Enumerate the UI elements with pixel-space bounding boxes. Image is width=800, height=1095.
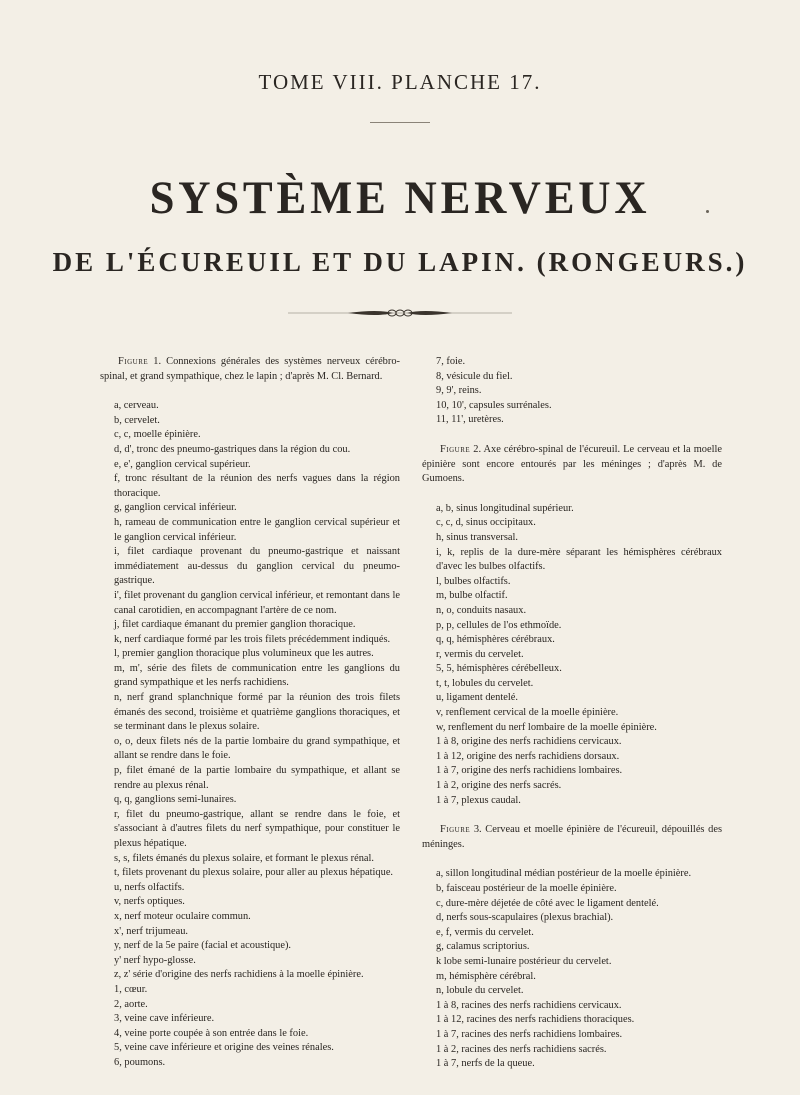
legend-item: 1 à 7, plexus caudal. xyxy=(436,794,521,806)
legend-item: p, filet émané de la partie lombaire du sympathique, et allant se rendre au plexus rénal. xyxy=(114,765,400,791)
legend-item: u, ligament dentelé. xyxy=(436,692,518,704)
legend-item: t, filets provenant du plexus solaire, pour aller au plexus hépatique. xyxy=(114,867,394,879)
legend-item: o, o, deux filets nés de la partie lombaire du grand sympathique, et allant se rendre dans le foie. xyxy=(114,735,400,762)
legend-item: a, sillon longitudinal médian postérieur de la moelle épinière. xyxy=(436,868,692,880)
legend-item: d, d', tronc des pneumo-gastriques dans la région du cou. xyxy=(114,443,351,455)
legend-item: m, m', série des filets de communication entre les ganglions du grand sympathique et les nerfs rachidiens. xyxy=(114,662,400,689)
legend-item: 1 à 7, racines des nerfs rachidiens lombaires. xyxy=(436,1028,623,1040)
figure-text: 1. Connexions générales des systèmes nerveux cérébro-spinal, et grand sympathique, chez le lapin ; d'après M. Cl. Bernard. xyxy=(100,356,400,382)
legend-item: g, calamus scriptorius. xyxy=(436,941,530,953)
legend-item: x, nerf moteur oculaire commun. xyxy=(114,910,251,922)
legend-item: w, renflement du nerf lombaire de la moelle épinière. xyxy=(436,721,657,733)
spacer xyxy=(422,487,722,502)
legend-item: u, nerfs olfactifs. xyxy=(114,881,185,893)
legend-item: b, faisceau postérieur de la moelle épinière. xyxy=(436,883,617,894)
legend-item: 1 à 7, nerfs de la queue. xyxy=(436,1058,535,1070)
legend-item: 10, 10', capsules surrénales. xyxy=(436,399,552,411)
tome-heading: TOME VIII. PLANCHE 17. xyxy=(258,70,542,94)
figure-label: Figure xyxy=(440,443,471,455)
legend-item: n, lobule du cervelet. xyxy=(436,985,524,997)
legend-item: q, q, ganglions semi-lunaires. xyxy=(114,794,237,806)
legend-column-left xyxy=(100,355,400,1071)
legend-item: n, nerf grand splanchnique formé par la réunion des trois filets émanés des second, troisième et quatrième ganglions thoraciques, et se terminant dans le plexus solaire. xyxy=(114,692,400,733)
legend-item: y' nerf hypo-glosse. xyxy=(114,954,196,966)
legend-item: a, b, sinus longitudinal supérieur. xyxy=(436,502,574,514)
figure-label: Figure xyxy=(118,356,149,367)
legend-item: g, ganglion cervical inférieur. xyxy=(114,502,237,514)
legend-item: i', filet provenant du ganglion cervical inférieur, et remontant dans le canal carotidien, en accompagnant l'artère de ce nom. xyxy=(114,589,400,616)
legend-item: m, bulbe olfactif. xyxy=(436,590,508,602)
legend-item: l, premier ganglion thoracique plus volumineux que les autres. xyxy=(114,648,374,660)
page-title: SYSTÈME NERVEUX xyxy=(149,172,651,224)
legend-item: 3, veine cave inférieure. xyxy=(114,1013,215,1025)
legend-item: h, sinus transversal. xyxy=(436,531,518,543)
legend-item: n, o, conduits nasaux. xyxy=(436,604,527,616)
legend-item: c, c, d, sinus occipitaux. xyxy=(436,517,536,529)
legend-item: m, hémisphère cérébral. xyxy=(436,970,536,982)
spacer xyxy=(100,384,400,399)
legend-item: 1 à 7, origine des nerfs rachidiens lombaires. xyxy=(436,765,623,777)
legend-item: k lobe semi-lunaire postérieur du cervelet. xyxy=(436,955,612,967)
legend-item: z, z' série d'origine des nerfs rachidiens à la moelle épinière. xyxy=(114,969,364,981)
legend-item: c, c, moelle épinière. xyxy=(114,429,201,441)
legend-item: 1 à 8, origine des nerfs rachidiens cervicaux. xyxy=(436,736,622,748)
legend-item: s, s, filets émanés du plexus solaire, et formant le plexus rénal. xyxy=(114,852,374,864)
legend-item: f, tronc résultant de la réunion des nerfs vagues dans la région thoracique. xyxy=(114,473,400,499)
legend-item: c, dure-mère déjetée de côté avec le ligament dentelé. xyxy=(436,897,659,909)
paper-speck xyxy=(706,210,709,213)
legend-item: x', nerf trijumeau. xyxy=(114,925,189,937)
figure-caption xyxy=(422,823,722,852)
legend-item: 2, aorte. xyxy=(114,998,148,1010)
legend-item: 11, 11', uretères. xyxy=(436,414,504,426)
legend-item: 5, veine cave inférieure et origine des veines rénales. xyxy=(114,1042,334,1054)
legend-item: l, bulbes olfactifs. xyxy=(436,575,511,587)
legend-item: 1 à 12, origine des nerfs rachidiens dorsaux. xyxy=(436,750,620,762)
legend-item: 6, poumons. xyxy=(114,1056,166,1068)
legend-item: k, nerf cardiaque formé par les trois filets précédemment indiqués. xyxy=(114,633,391,645)
figure-text: 2. Axe cérébro-spinal de l'écureuil. Le cerveau et la moelle épinière sont encore entourés par les méninges ; d'après M. de Gumoens. xyxy=(422,443,722,485)
figure-text: 3. Cerveau et moelle épinière de l'écureuil, dépouillés des méninges. xyxy=(422,824,722,850)
legend-item: p, p, cellules de l'os ethmoïde. xyxy=(436,619,562,631)
legend-item: 1 à 8, racines des nerfs rachidiens cervicaux. xyxy=(436,999,622,1011)
legend-item: i, k, replis de la dure-mère séparant les hémisphères cérébraux d'avec les bulbes olfactifs. xyxy=(436,546,722,573)
legend-item: y, nerf de la 5e paire (facial et acoustique). xyxy=(114,940,292,952)
legend-item: 4, veine porte coupée à son entrée dans le foie. xyxy=(114,1027,309,1039)
legend-item: d, nerfs sous-scapulaires (plexus brachial). xyxy=(436,912,614,924)
legend-item: h, rameau de communication entre le ganglion cervical supérieur et le ganglion cervical inférieur. xyxy=(114,516,400,543)
legend-item: i, filet cardiaque provenant du pneumo-gastrique et naissant immédiatement au-dessus du ganglion cervical du pneumo-gastrique. xyxy=(114,546,400,587)
figure-caption xyxy=(100,355,400,384)
legend-item: v, nerfs optiques. xyxy=(114,896,185,908)
legend-item: e, f, vermis du cervelet. xyxy=(436,926,534,938)
legend-item: a, cerveau. xyxy=(114,400,159,412)
legend-item: r, filet du pneumo-gastrique, allant se rendre dans le foie, et s'associant à d'autres filets du nerf sympathique, pour constituer le plexus hépatique. xyxy=(114,808,400,849)
spacer xyxy=(422,428,722,443)
legend-item: r, vermis du cervelet. xyxy=(436,648,524,660)
figure-label: Figure xyxy=(440,824,471,836)
legend-item: 1, cœur. xyxy=(114,983,148,995)
legend-item: 1 à 12, racines des nerfs rachidiens thoraciques. xyxy=(436,1014,635,1026)
ornament-divider xyxy=(288,306,512,320)
spacer xyxy=(422,852,722,867)
legend-item: b, cervelet. xyxy=(114,414,160,426)
legend-column-right xyxy=(422,355,722,1072)
legend-item: 5, 5, hémisphères cérébelleux. xyxy=(436,663,562,675)
legend-item: q, q, hémisphères cérébraux. xyxy=(436,634,555,646)
figure-caption xyxy=(422,443,722,487)
legend-item: 9, 9', reins. xyxy=(436,385,482,397)
spacer xyxy=(422,808,722,823)
legend-item: j, filet cardiaque émanant du premier ganglion thoracique. xyxy=(114,619,356,631)
legend-item: e, e', ganglion cervical supérieur. xyxy=(114,458,251,470)
legend-item: t, t, lobules du cervelet. xyxy=(436,677,534,689)
divider-rule xyxy=(370,122,430,123)
legend-item: v, renflement cervical de la moelle épinière. xyxy=(436,707,619,719)
page-subtitle: DE L'ÉCUREUIL ET DU LAPIN. (RONGEURS.) xyxy=(52,247,748,277)
legend-item: 8, vésicule du fiel. xyxy=(436,370,513,382)
legend-item: 1 à 2, racines des nerfs rachidiens sacrés. xyxy=(436,1043,607,1055)
legend-item: 7, foie. xyxy=(436,356,466,367)
legend-item: 1 à 2, origine des nerfs sacrés. xyxy=(436,780,562,792)
